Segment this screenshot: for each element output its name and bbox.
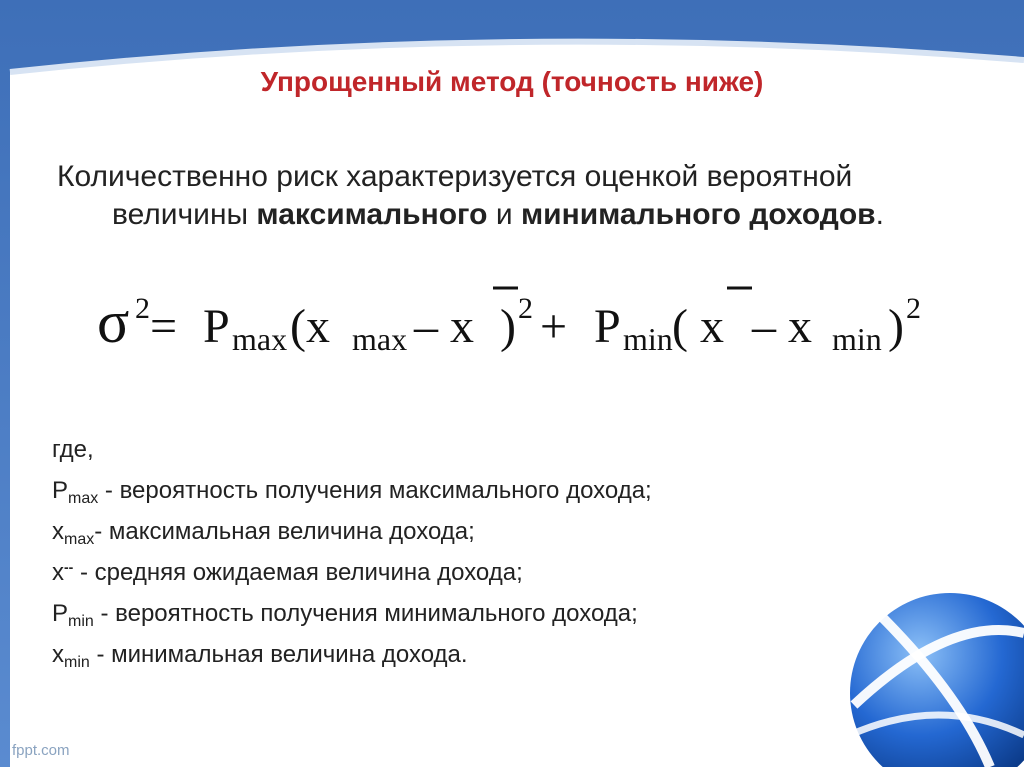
def-subscript: min [68,613,94,630]
footer-watermark: fppt.com [12,742,70,759]
formula-p1: P [203,300,230,353]
def-subscript: max [68,490,99,507]
intro-text-a: величины [112,198,257,231]
where-label: где, [52,436,94,463]
formula-close1: ) [500,300,516,353]
formula-eq: = [150,300,178,353]
formula-open1: (x [290,300,330,353]
formula-open2: ( x [672,300,724,353]
intro-line-1: Количественно риск характеризуется оценкой вероятной [57,160,853,193]
def-text: - вероятность получения максимального дохода; [98,477,652,504]
def-subscript: -- [64,559,74,575]
def-subscript: min [64,654,90,671]
intro-text-e: . [875,198,884,231]
def-text: - средняя ожидаемая величина дохода; [73,559,523,586]
definition-pmax [52,476,652,509]
def-text: - минимальная величина дохода. [89,641,468,668]
formula-sigma-sq: 2 [135,292,150,325]
formula-close2: ) [888,300,904,353]
def-symbol: P [52,600,69,627]
formula-x1-sub: max [352,321,408,357]
variance-formula [0,270,1024,380]
formula-p2: P [594,300,621,353]
globe-icon [840,585,1024,767]
def-text: - вероятность получения минимального дохода; [93,600,638,627]
formula-sq1: 2 [518,292,533,325]
slide-title: Упрощенный метод (точность ниже) [260,66,764,97]
formula-minus1: – x [414,300,474,353]
formula-sq2: 2 [906,292,921,325]
formula-x2-sub: min [832,321,882,357]
formula-sigma: σ [97,289,130,355]
formula-p1-sub: max [232,321,288,357]
intro-bold-max: максимального [256,198,488,231]
def-symbol: x [52,559,64,586]
def-text: - максимальная величина дохода; [94,518,475,545]
intro-text-c: и [487,198,521,231]
formula-p2-sub: min [623,321,673,357]
formula-plus: + [540,300,568,353]
def-symbol: x [52,641,64,668]
def-symbol: x [52,518,64,545]
def-symbol: P [52,477,69,504]
definition-xmin [52,640,468,673]
formula-minus2: – x [752,300,812,353]
intro-bold-min: минимального доходов [520,198,876,231]
definition-xmax [52,517,475,550]
definition-pmin [52,599,638,632]
definition-xmean [52,558,523,590]
def-subscript: max [64,531,95,548]
intro-line-2 [112,196,884,233]
